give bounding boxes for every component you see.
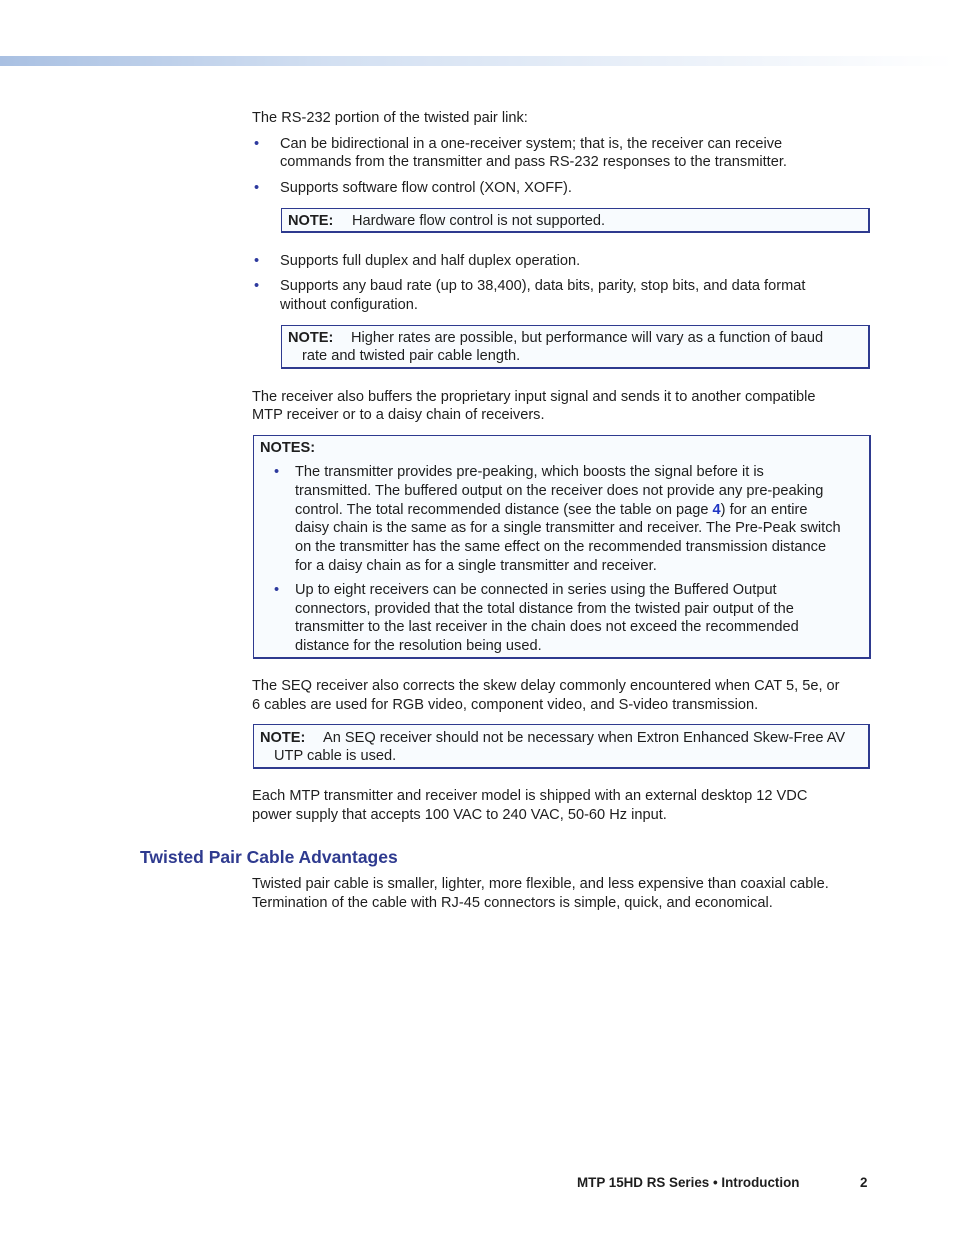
note-label: NOTE: xyxy=(288,213,334,229)
note-text-l2: UTP cable is used. xyxy=(274,748,397,764)
paragraph-skew-l1: The SEQ receiver also corrects the skew delay commonly encountered when CAT 5, 5e, or xyxy=(252,678,840,694)
bullet-marker: • xyxy=(254,180,260,196)
notes-item1-l3-text: control. The total recommended distance (see the table on page xyxy=(295,502,713,518)
paragraph-power-l1: Each MTP transmitter and receiver model is shipped with an external desktop 12 VDC xyxy=(252,788,808,804)
notes-item1-l1: The transmitter provides pre-peaking, which boosts the signal before it is xyxy=(295,464,764,480)
page-number: 2 xyxy=(860,1175,868,1190)
notes-item2-l4: distance for the resolution being used. xyxy=(295,638,542,654)
notes-item1-l4: daisy chain is the same as for a single transmitter and receiver. The Pre-Peak switch xyxy=(295,520,841,536)
notes-item2-l2: connectors, provided that the total distance from the twisted pair output of the xyxy=(295,601,794,617)
bullet-bidirectional-l2: commands from the transmitter and pass RS-232 responses to the transmitter. xyxy=(280,154,787,170)
notes-item1-l3-tail: ) for an entire xyxy=(720,502,808,518)
section-text-l2: Termination of the cable with RJ-45 connectors is simple, quick, and economical. xyxy=(252,895,773,911)
footer-title: MTP 15HD RS Series • Introduction xyxy=(577,1175,800,1190)
header-band xyxy=(0,56,954,66)
section-heading: Twisted Pair Cable Advantages xyxy=(140,847,398,867)
notes-item2-l1: Up to eight receivers can be connected in series using the Buffered Output xyxy=(295,582,777,598)
notes-item1-l6: for a daisy chain as for a single transmitter and receiver. xyxy=(295,558,657,574)
bullet-marker: • xyxy=(254,136,260,152)
notes-item1-l3 xyxy=(295,501,807,520)
note-text: Hardware flow control is not supported. xyxy=(352,213,606,229)
notes-item2-l3: transmitter to the last receiver in the chain does not exceed the recommended xyxy=(295,619,799,635)
bullet-baud-l2: without configuration. xyxy=(280,297,418,313)
note-text-l2: rate and twisted pair cable length. xyxy=(302,348,521,364)
note-label: NOTE: xyxy=(288,330,334,346)
bullet-marker: • xyxy=(254,278,260,294)
paragraph-skew-l2: 6 cables are used for RGB video, component video, and S-video transmission. xyxy=(252,697,759,713)
bullet-baud-l1: Supports any baud rate (up to 38,400), data bits, parity, stop bits, and data format xyxy=(280,278,806,294)
note-label: NOTE: xyxy=(260,730,306,746)
bullet-marker: • xyxy=(274,464,280,480)
intro-text: The RS-232 portion of the twisted pair link: xyxy=(252,110,528,126)
bullet-flow-control: Supports software flow control (XON, XOFF). xyxy=(280,180,572,196)
bullet-bidirectional-l1: Can be bidirectional in a one-receiver system; that is, the receiver can receive xyxy=(280,136,783,152)
bullet-duplex: Supports full duplex and half duplex operation. xyxy=(280,253,581,269)
note-text-l1: Higher rates are possible, but performance will vary as a function of baud xyxy=(351,330,824,346)
section-text-l1: Twisted pair cable is smaller, lighter, more flexible, and less expensive than coaxial cable. xyxy=(252,876,829,892)
notes-label: NOTES: xyxy=(260,440,316,456)
bullet-marker: • xyxy=(254,253,260,269)
notes-item1-l2: transmitted. The buffered output on the receiver does not provide any pre-peaking xyxy=(295,483,824,499)
note-text-l1: An SEQ receiver should not be necessary when Extron Enhanced Skew-Free AV xyxy=(323,730,846,746)
bullet-marker: • xyxy=(274,582,280,598)
paragraph-buffer-l1: The receiver also buffers the proprietary input signal and sends it to another compatible xyxy=(252,389,816,405)
paragraph-buffer-l2: MTP receiver or to a daisy chain of receivers. xyxy=(252,407,545,423)
notes-item1-l5: on the transmitter has the same effect on the recommended transmission distance xyxy=(295,539,827,555)
paragraph-power-l2: power supply that accepts 100 VAC to 240 VAC, 50-60 Hz input. xyxy=(252,807,667,823)
page-link[interactable]: 4 xyxy=(712,502,721,518)
